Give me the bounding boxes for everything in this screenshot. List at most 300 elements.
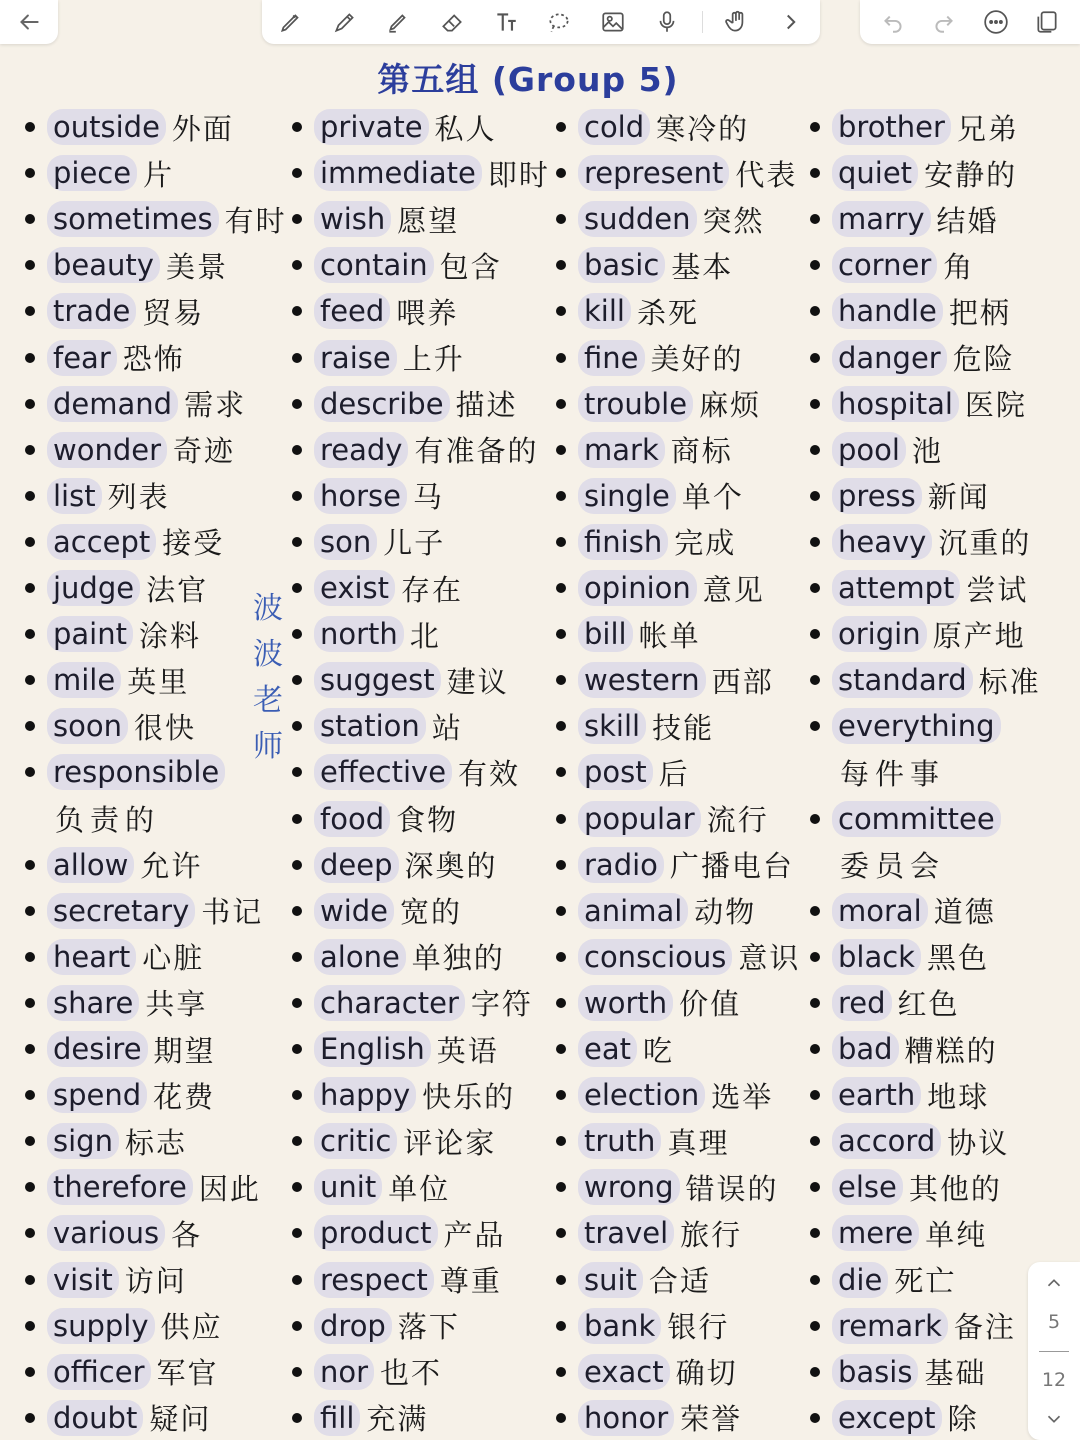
english-word: private [314, 109, 429, 145]
bullet-dot [292, 1044, 302, 1054]
bullet-dot [25, 260, 35, 270]
bullet-dot [810, 214, 820, 224]
word-entry [292, 1027, 499, 1071]
bullet-dot [292, 1136, 302, 1146]
english-word: heart [47, 939, 136, 975]
chinese-meaning: 价值 [679, 987, 742, 1022]
word-entry [810, 1304, 1016, 1348]
bullet-dot [25, 1367, 35, 1377]
bullet-dot [25, 491, 35, 501]
word-entry [292, 1350, 442, 1394]
chinese-meaning: 糟糕的 [904, 1033, 998, 1068]
chinese-meaning: 儿子 [383, 526, 446, 561]
word-entry [292, 1258, 502, 1302]
chinese-meaning: 单独的 [411, 941, 505, 976]
english-word: exact [578, 1354, 670, 1390]
chinese-meaning: 广播电台 [669, 849, 794, 884]
word-entry [25, 1027, 216, 1071]
chinese-meaning: 基础 [924, 1356, 987, 1391]
english-word: kill [578, 293, 631, 329]
english-word: product [314, 1215, 438, 1251]
english-word: heavy [832, 524, 932, 560]
english-word: mile [47, 662, 121, 698]
chinese-meaning: 寒冷的 [656, 111, 750, 146]
word-entry [292, 1073, 515, 1117]
word-entry [25, 612, 201, 656]
chinese-meaning: 私人 [434, 111, 497, 146]
english-word: worth [578, 985, 673, 1021]
english-word: eat [578, 1031, 637, 1067]
chinese-meaning: 军官 [156, 1356, 219, 1391]
bullet-dot [25, 1228, 35, 1238]
chinese-meaning: 上升 [402, 342, 465, 376]
word-entry [292, 474, 444, 518]
bullet-dot [25, 1275, 35, 1285]
english-word: origin [832, 616, 927, 652]
english-word: bad [832, 1031, 899, 1067]
english-word: critic [314, 1123, 397, 1159]
lasso-icon[interactable] [540, 3, 578, 41]
bullet-dot [25, 445, 35, 455]
chinese-meaning: 访问 [124, 1264, 187, 1298]
chinese-meaning: 突然 [702, 203, 765, 238]
pencil-icon[interactable] [326, 3, 364, 41]
eraser-icon[interactable] [433, 3, 471, 41]
word-entry [292, 336, 465, 380]
word-entry [556, 704, 714, 748]
english-word: marry [832, 201, 931, 237]
english-word: trade [47, 293, 136, 329]
word-entry [810, 1211, 987, 1255]
word-entry [25, 704, 196, 748]
english-word: fill [314, 1400, 360, 1436]
english-word: pool [832, 432, 906, 468]
chinese-meaning: 确切 [675, 1356, 738, 1391]
chinese-meaning: 评论家 [403, 1125, 497, 1160]
bullet-dot [292, 168, 302, 178]
word-entry [25, 843, 202, 887]
english-word: skill [578, 708, 646, 744]
bullet-dot [25, 1182, 35, 1192]
english-word: basis [832, 1354, 918, 1390]
english-word: travel [578, 1215, 674, 1251]
bullet-dot [25, 767, 35, 777]
word-entry [292, 935, 505, 979]
chinese-meaning: 愿望 [397, 203, 460, 238]
bullet-dot [25, 1136, 35, 1146]
english-word: except [832, 1400, 942, 1436]
word-entry [810, 843, 945, 887]
word-entry [25, 336, 185, 380]
bullet-dot [810, 353, 820, 363]
english-word: contain [314, 247, 434, 283]
bullet-dot [556, 814, 566, 824]
chinese-meaning: 喂养 [396, 295, 459, 330]
english-word: wish [314, 201, 391, 237]
bullet-dot [556, 767, 566, 777]
word-entry [292, 981, 533, 1025]
image-icon[interactable] [594, 3, 632, 41]
english-word: spend [47, 1077, 147, 1113]
word-entry [556, 1211, 742, 1255]
chinese-meaning: 死亡 [894, 1264, 957, 1298]
word-entry [810, 1119, 1009, 1163]
english-word: fear [47, 340, 117, 376]
chinese-meaning: 错误的 [685, 1171, 779, 1206]
page-title: 第五组 (Group 5) [377, 60, 679, 99]
bullet-dot [25, 122, 35, 132]
chinese-meaning: 新闻 [927, 480, 990, 515]
word-entry [292, 704, 463, 748]
text-tool-icon[interactable] [487, 3, 525, 41]
word-entry [292, 289, 458, 333]
chinese-meaning: 外面 [171, 111, 234, 146]
word-entry [556, 1027, 674, 1071]
word-entry [25, 1396, 211, 1440]
word-entry [810, 197, 999, 241]
bullet-dot [556, 445, 566, 455]
word-entry [556, 151, 797, 195]
chinese-meaning: 北 [409, 618, 441, 653]
english-word: press [832, 478, 922, 514]
bullet-dot [25, 1044, 35, 1054]
pages-icon[interactable] [1028, 3, 1066, 41]
bullet-dot [810, 629, 820, 639]
chinese-meaning: 银行 [667, 1310, 730, 1345]
english-word: supply [47, 1308, 155, 1344]
bullet-dot [556, 1182, 566, 1192]
chinese-meaning: 各 [171, 1217, 203, 1252]
english-word: attempt [832, 570, 960, 606]
english-word: election [578, 1077, 705, 1113]
chinese-meaning: 红色 [897, 987, 960, 1022]
english-word: fine [578, 340, 645, 376]
chinese-meaning: 列表 [107, 480, 170, 515]
english-word: various [47, 1215, 165, 1251]
chinese-meaning: 快乐的 [422, 1079, 516, 1114]
bullet-dot [810, 1044, 820, 1054]
chevron-right-icon[interactable] [772, 3, 810, 41]
word-entry [292, 658, 509, 702]
bullet-dot [25, 952, 35, 962]
word-entry [292, 1165, 450, 1209]
word-entry [810, 935, 989, 979]
word-entry [25, 566, 208, 610]
chinese-meaning: 其他的 [908, 1171, 1002, 1206]
chinese-meaning: 协议 [947, 1125, 1010, 1160]
bullet-dot [292, 721, 302, 731]
bullet-dot [556, 721, 566, 731]
chinese-meaning: 宽的 [400, 895, 463, 930]
word-entry [25, 520, 224, 564]
english-word: single [578, 478, 676, 514]
english-word: describe [314, 386, 450, 422]
word-entry [556, 612, 701, 656]
word-entry [810, 612, 1026, 656]
word-entry [292, 889, 462, 933]
word-entry [556, 797, 769, 841]
word-entry [292, 750, 520, 794]
word-entry [292, 151, 550, 195]
english-word: wide [314, 893, 394, 929]
bullet-dot [25, 1321, 35, 1331]
chinese-meaning: 字符 [470, 987, 533, 1022]
bullet-dot [292, 814, 302, 824]
bullet-dot [25, 583, 35, 593]
word-entry [25, 382, 246, 426]
english-word: moral [832, 893, 928, 929]
bullet-dot [810, 445, 820, 455]
english-word: judge [47, 570, 140, 606]
english-word: character [314, 985, 465, 1021]
chinese-meaning: 因此 [198, 1171, 261, 1206]
bullet-dot [810, 306, 820, 316]
bullet-dot [25, 537, 35, 547]
english-word: demand [47, 386, 178, 422]
english-word: sometimes [47, 201, 219, 237]
english-word: radio [578, 847, 664, 883]
english-word: committee [832, 801, 1001, 837]
chinese-meaning: 技能 [652, 710, 715, 745]
bullet-dot [810, 1275, 820, 1285]
chinese-meaning: 单位 [388, 1171, 451, 1206]
word-entry [292, 105, 497, 149]
english-word: danger [832, 340, 947, 376]
chinese-meaning: 很快 [133, 710, 196, 745]
bullet-dot [556, 675, 566, 685]
english-word: immediate [314, 155, 482, 191]
bullet-dot [292, 675, 302, 685]
word-entry [292, 1396, 428, 1440]
bullet-dot [25, 629, 35, 639]
bullet-dot [810, 399, 820, 409]
english-word: quiet [832, 155, 918, 191]
chevron-up-icon[interactable] [1043, 1272, 1065, 1294]
more-icon[interactable] [977, 3, 1015, 41]
chinese-meaning: 美景 [165, 249, 228, 284]
english-word: wrong [578, 1169, 680, 1205]
word-entry [556, 428, 733, 472]
english-word: cold [578, 109, 650, 145]
bullet-dot [556, 399, 566, 409]
word-entry [25, 197, 287, 241]
word-entry [556, 382, 761, 426]
english-word: raise [314, 340, 397, 376]
english-word: doubt [47, 1400, 143, 1436]
bullet-dot [556, 1228, 566, 1238]
bullet-dot [556, 1044, 566, 1054]
word-entry [810, 797, 1007, 841]
english-word: ready [314, 432, 408, 468]
chinese-meaning: 兄弟 [956, 111, 1019, 146]
english-word: alone [314, 939, 406, 975]
chinese-meaning: 流行 [706, 803, 769, 837]
word-entry [292, 566, 463, 610]
chinese-meaning: 心脏 [142, 941, 205, 976]
chinese-meaning: 委员会 [840, 849, 946, 884]
bullet-dot [292, 537, 302, 547]
word-entry [25, 289, 204, 333]
chinese-meaning: 标志 [124, 1125, 187, 1160]
highlighter-icon[interactable] [379, 3, 417, 41]
english-word: hospital [832, 386, 959, 422]
chinese-meaning: 允许 [140, 849, 203, 884]
english-word: bill [578, 616, 633, 652]
word-entry [556, 197, 765, 241]
chevron-down-icon[interactable] [1043, 1408, 1065, 1430]
bullet-dot [292, 1275, 302, 1285]
chinese-meaning: 帐单 [638, 618, 701, 653]
bullet-dot [292, 1367, 302, 1377]
chinese-meaning: 意识 [738, 941, 801, 976]
bullet-dot [810, 814, 820, 824]
english-word: finish [578, 524, 668, 560]
word-entry [25, 151, 174, 195]
bullet-dot [292, 214, 302, 224]
chinese-meaning: 深奥的 [404, 849, 498, 884]
word-entry [810, 243, 974, 287]
bullet-dot [292, 1321, 302, 1331]
bullet-dot [25, 721, 35, 731]
word-entry [25, 105, 234, 149]
back-arrow-icon[interactable] [10, 3, 48, 41]
word-entry [810, 336, 1015, 380]
bullet-dot [556, 1367, 566, 1377]
word-entry [810, 1350, 986, 1394]
english-word: son [314, 524, 377, 560]
bullet-dot [292, 1090, 302, 1100]
word-entry [556, 1350, 738, 1394]
word-entry [292, 843, 498, 887]
bullet-dot [556, 1090, 566, 1100]
bullet-dot [292, 1182, 302, 1192]
undo-icon[interactable] [874, 3, 912, 41]
microphone-icon[interactable] [648, 3, 686, 41]
bullet-dot [292, 952, 302, 962]
chinese-meaning: 尝试 [966, 572, 1029, 607]
word-entry [810, 382, 1027, 426]
chinese-meaning: 池 [911, 434, 943, 469]
chinese-meaning: 单个 [681, 480, 744, 515]
bullet-dot [810, 952, 820, 962]
word-entry [25, 658, 189, 702]
bullet-dot [556, 1136, 566, 1146]
bullet-dot [25, 306, 35, 316]
bullet-dot [810, 721, 820, 731]
bullet-dot [556, 1413, 566, 1423]
word-entry [25, 243, 228, 287]
word-entry [25, 889, 263, 933]
english-word: north [314, 616, 404, 652]
bullet-dot [810, 1090, 820, 1100]
chinese-meaning: 描述 [455, 388, 518, 423]
bullet-dot [810, 168, 820, 178]
word-entry [25, 474, 170, 518]
bullet-dot [810, 537, 820, 547]
english-word: remark [832, 1308, 948, 1344]
chinese-meaning: 英里 [127, 664, 190, 699]
word-entry [810, 1165, 1002, 1209]
pen-icon[interactable] [272, 3, 310, 41]
chinese-meaning: 也不 [380, 1356, 443, 1391]
bullet-dot [292, 399, 302, 409]
english-word: earth [832, 1077, 921, 1113]
english-word: trouble [578, 386, 693, 422]
back-toolbar [0, 0, 58, 44]
current-page-number: 5 [1047, 1311, 1061, 1334]
word-entry [25, 1119, 187, 1163]
word-entry [810, 474, 990, 518]
english-word: deep [314, 847, 399, 883]
chinese-meaning: 结婚 [936, 203, 999, 238]
bullet-dot [292, 445, 302, 455]
word-entry [810, 704, 1007, 748]
chinese-meaning: 道德 [933, 895, 996, 930]
bullet-dot [292, 583, 302, 593]
bullet-dot [810, 675, 820, 685]
bullet-dot [810, 260, 820, 270]
bullet-dot [292, 998, 302, 1008]
bullet-dot [556, 260, 566, 270]
english-word: black [832, 939, 921, 975]
english-word: effective [314, 754, 452, 790]
bullet-dot [556, 583, 566, 593]
english-word: everything [832, 708, 1001, 744]
redo-icon[interactable] [925, 3, 963, 41]
hand-pointer-icon[interactable] [718, 3, 756, 41]
word-entry [556, 1396, 742, 1440]
chinese-meaning: 恐怖 [122, 342, 185, 376]
english-word: suggest [314, 662, 441, 698]
word-entry [25, 1073, 215, 1117]
word-entry [810, 1258, 956, 1302]
chinese-meaning: 危险 [952, 342, 1015, 376]
chinese-meaning: 医院 [964, 388, 1027, 423]
word-entry [810, 289, 1011, 333]
word-entry [810, 151, 1017, 195]
chinese-meaning: 产品 [443, 1217, 506, 1252]
word-entry [25, 1211, 202, 1255]
bullet-dot [556, 1321, 566, 1331]
bullet-dot [556, 214, 566, 224]
word-entry [556, 289, 699, 333]
english-word: beauty [47, 247, 160, 283]
chinese-meaning: 有准备的 [414, 434, 539, 469]
word-entry [556, 520, 736, 564]
word-entry [292, 1119, 496, 1163]
word-entry [556, 1119, 729, 1163]
english-word: happy [314, 1077, 416, 1113]
word-entry [556, 243, 733, 287]
chinese-meaning: 旅行 [680, 1217, 743, 1252]
bullet-dot [292, 629, 302, 639]
word-entry [292, 382, 518, 426]
english-word: piece [47, 155, 137, 191]
word-entry [556, 889, 756, 933]
english-word: western [578, 662, 706, 698]
english-word: respect [314, 1262, 434, 1298]
word-entry [810, 658, 1041, 702]
english-word: sudden [578, 201, 697, 237]
bullet-dot [810, 491, 820, 501]
word-entry [292, 520, 445, 564]
english-word: English [314, 1031, 431, 1067]
word-entry [810, 981, 960, 1025]
bullet-dot [556, 906, 566, 916]
english-word: therefore [47, 1169, 193, 1205]
chinese-meaning: 选举 [711, 1079, 774, 1114]
english-word: exist [314, 570, 395, 606]
